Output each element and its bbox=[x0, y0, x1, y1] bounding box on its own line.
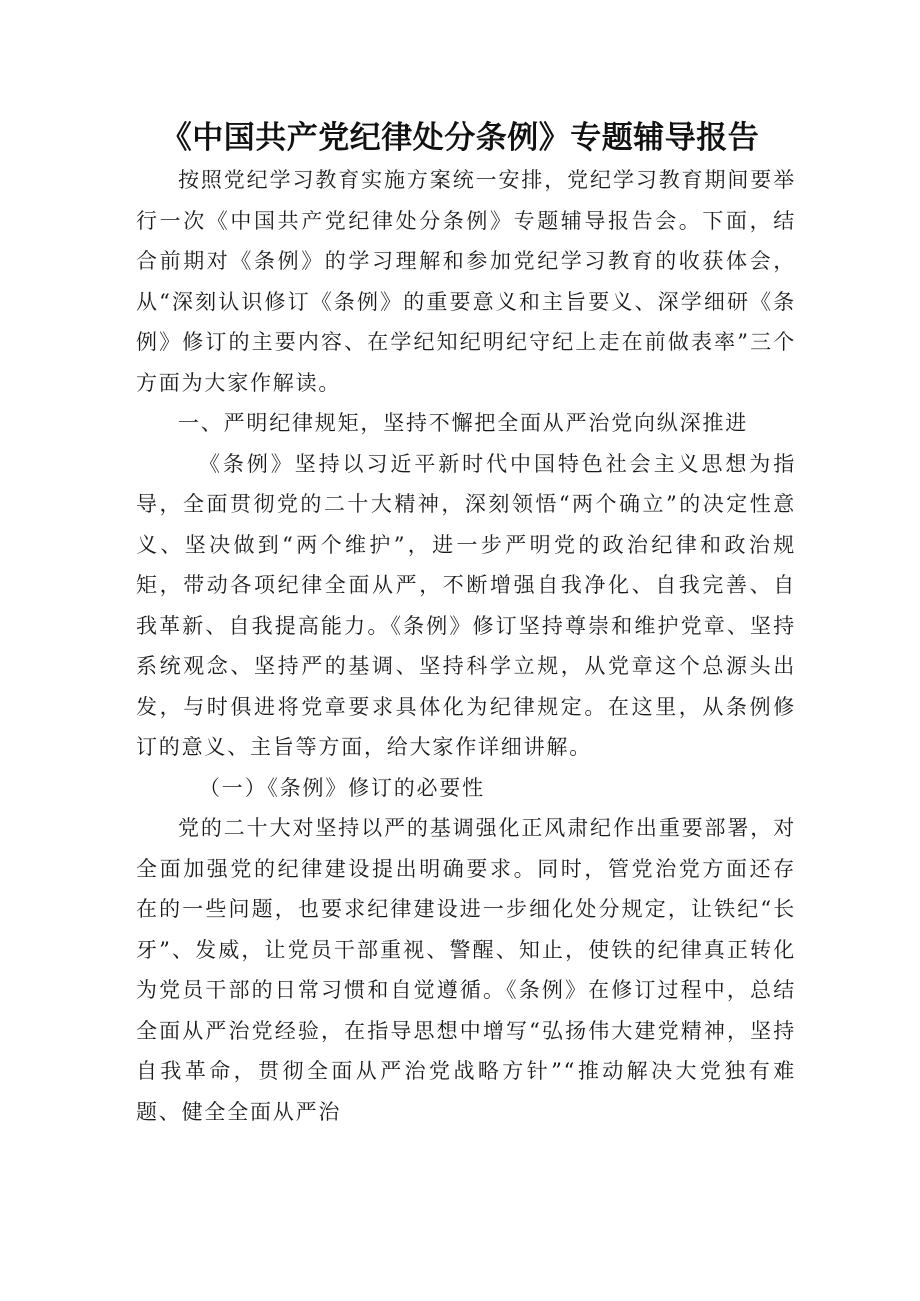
document-body bbox=[136, 160, 796, 1132]
intro-paragraph: 按照党纪学习教育实施方案统一安排，党纪学习教育期间要举行一次《中国共产党纪律处分条例》专题辅导报告会。下面，结合前期对《条例》的学习理解和参加党纪学习教育的收获体会，从“深刻认识修订《条例》的重要意义和主旨要义、深学细研《条例》修订的主要内容、在学纪知纪明纪守纪上走在前做表率”三个方面为大家作解读。 bbox=[136, 168, 796, 395]
subsection-heading-1: （一）《条例》修订的必要性 bbox=[199, 775, 485, 800]
section-1-paragraph: 《条例》坚持以习近平新时代中国特色社会主义思想为指导，全面贯彻党的二十大精神，深刻领悟“两个确立”的决定性意义、坚决做到“两个维护”，进一步严明党的政治纪律和政治规矩，带动各项纪律全面从严，不断增强自我净化、自我完善、自我革新、自我提高能力。《条例》修订坚持尊崇和维护党章、坚持系统观念、坚持严的基调、坚持科学立规，从党章这个总源头出发，与时俱进将党章要求具体化为纪律规定。在这里，从条例修订的意义、主旨等方面，给大家作详细讲解。 bbox=[136, 451, 796, 759]
document-title: 《中国共产党纪律处分条例》专题辅导报告 bbox=[160, 120, 760, 156]
subsection-1-paragraph: 党的二十大对坚持以严的基调强化正风肃纪作出重要部署，对全面加强党的纪律建设提出明确要求。同时，管党治党方面还存在的一些问题，也要求纪律建设进一步细化处分规定，让铁纪“长牙”、发威，让党员干部重视、警醒、知止，使铁的纪律真正转化为党员干部的日常习惯和自觉遵循。《条例》在修订过程中，总结全面从严治党经验，在指导思想中增写“弘扬伟大建党精神，坚持自我革命，贯彻全面从严治党战略方针”“推动解决大党独有难题、健全全面从严治 bbox=[136, 816, 796, 1124]
section-heading-1: 一、严明纪律规矩，坚持不懈把全面从严治党向纵深推进 bbox=[178, 411, 748, 435]
